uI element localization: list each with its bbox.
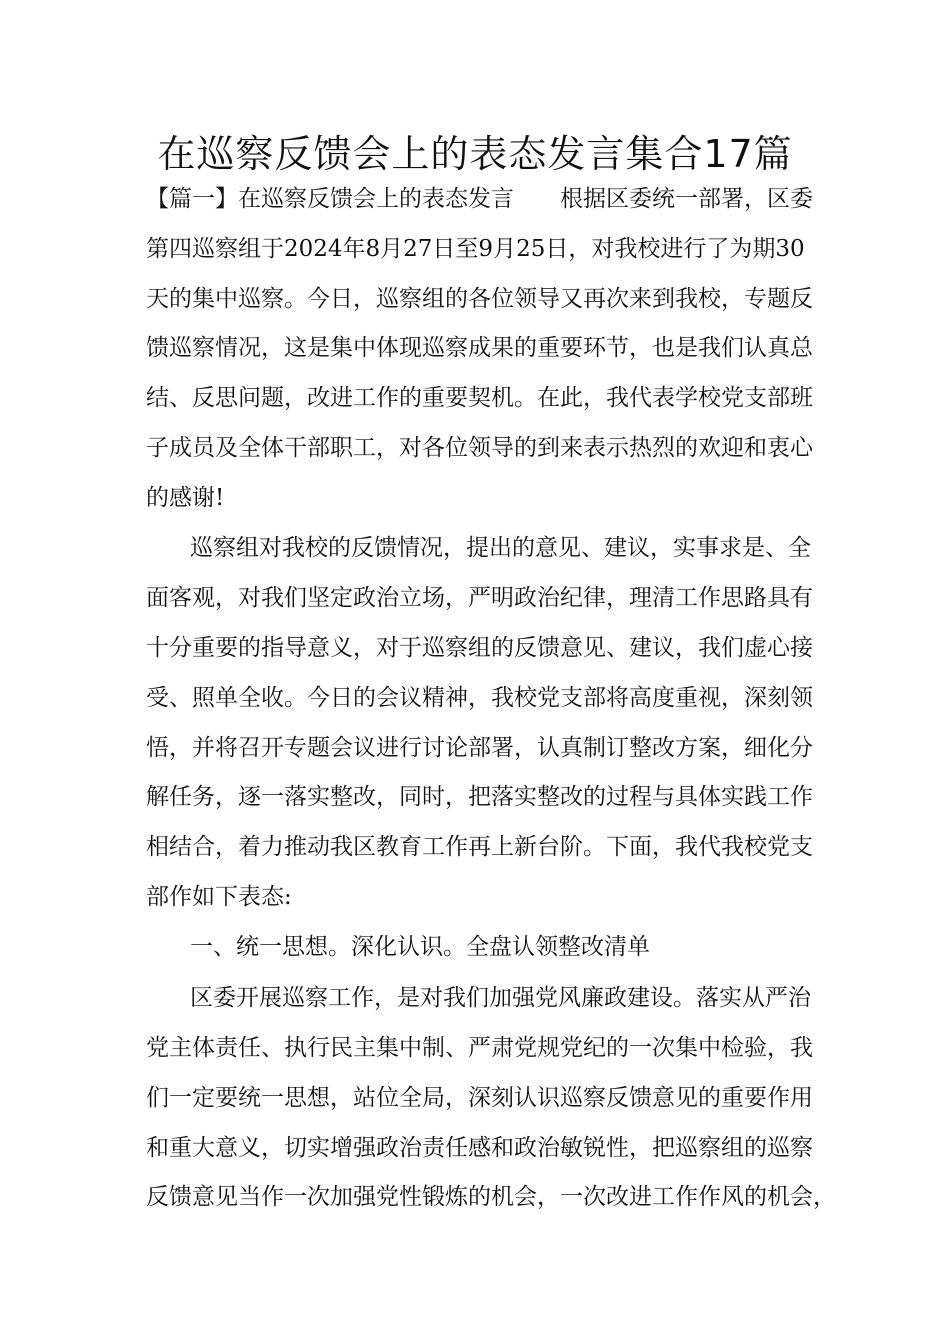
body-line: 子成员及全体干部职工，对各位领导的到来表示热烈的欢迎和衷心 bbox=[146, 435, 813, 461]
body-line: 【篇一】在巡察反馈会上的表态发言 根据区委统一部署，区委 bbox=[146, 186, 813, 212]
body-line: 受、照单全收。今日的会议精神，我校党支部将高度重视，深刻领 bbox=[146, 685, 813, 711]
body-line: 第四巡察组于2024年8月27日至9月25日，对我校进行了为期30 bbox=[146, 236, 805, 262]
body-line: 悟，并将召开专题会议进行讨论部署，认真制订整改方案，细化分 bbox=[146, 735, 813, 761]
body-line: 们一定要统一思想，站位全局，深刻认识巡察反馈意见的重要作用 bbox=[146, 1085, 813, 1111]
document-title: 在巡察反馈会上的表态发言集合17篇 bbox=[157, 132, 793, 176]
body-line: 面客观，对我们坚定政治立场，严明政治纪律，理清工作思路具有 bbox=[146, 585, 813, 611]
body-line: 十分重要的指导意义，对于巡察组的反馈意见、建议，我们虚心接 bbox=[146, 635, 813, 661]
body-line: 和重大意义，切实增强政治责任感和政治敏锐性，把巡察组的巡察 bbox=[146, 1135, 813, 1161]
body-line: 天的集中巡察。今日，巡察组的各位领导又再次来到我校，专题反 bbox=[146, 286, 813, 312]
body-line: 党主体责任、执行民主集中制、严肃党规党纪的一次集中检验，我 bbox=[146, 1035, 813, 1061]
body-line: 结、反思问题，改进工作的重要契机。在此，我代表学校党支部班 bbox=[146, 385, 813, 411]
body-line: 的感谢! bbox=[146, 485, 225, 511]
body-line: 部作如下表态: bbox=[146, 884, 292, 910]
paragraph-first-line: 巡察组对我校的反馈情况，提出的意见、建议，实事求是、全 bbox=[190, 535, 811, 561]
paragraph-first-line: 区委开展巡察工作，是对我们加强党风廉政建设。落实从严治 bbox=[190, 985, 811, 1011]
body-line: 解任务，逐一落实整改，同时，把落实整改的过程与具体实践工作 bbox=[146, 784, 813, 810]
body-line: 反馈意见当作一次加强党性锻炼的机会，一次改进工作作风的机会， bbox=[146, 1184, 836, 1210]
body-line: 相结合，着力推动我区教育工作再上新台阶。下面，我代我校党支 bbox=[146, 834, 813, 860]
section-heading: 一、统一思想。深化认识。全盘认领整改清单 bbox=[190, 934, 650, 960]
body-line: 馈巡察情况，这是集中体现巡察成果的重要环节，也是我们认真总 bbox=[146, 335, 813, 361]
